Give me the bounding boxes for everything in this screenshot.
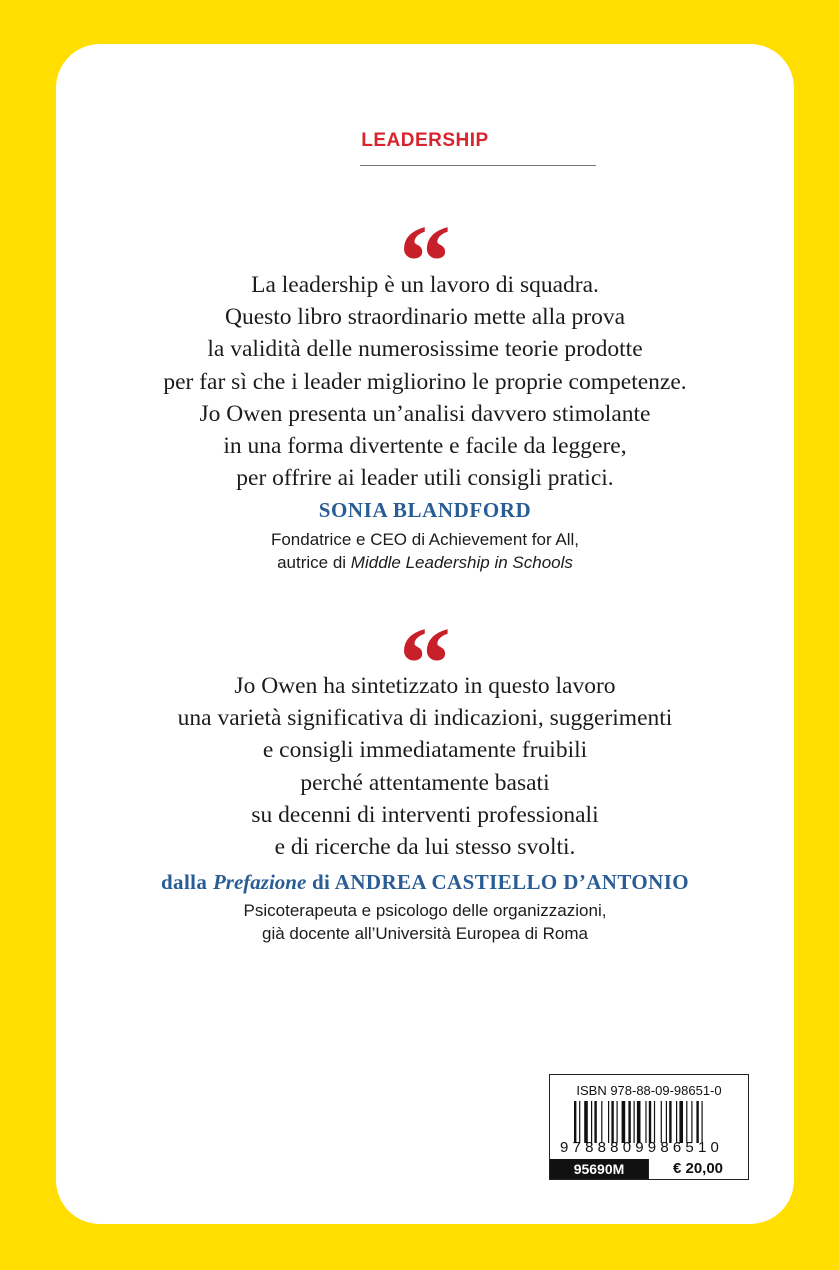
product-code: 95690M xyxy=(550,1159,648,1179)
author-role-2 xyxy=(56,899,794,945)
role-line xyxy=(56,551,794,574)
attrib-mid: di xyxy=(306,870,335,894)
quote-line: La leadership è un lavoro di squadra. xyxy=(251,272,599,298)
quote-mark-icon: “ xyxy=(399,204,451,319)
quote-line: su decenni di interventi professionali xyxy=(251,801,599,828)
quote-line: una varietà significativa di indicazioni, suggerimenti xyxy=(177,705,673,732)
quote-line: Jo Owen ha sintetizzato in questo lavoro xyxy=(234,673,616,699)
quote-author-1: SONIA BLANDFORD xyxy=(318,498,532,522)
book-title: Middle Leadership in Schools xyxy=(350,553,573,572)
attrib-prefix: dalla xyxy=(160,870,213,894)
quote-text-2 xyxy=(56,670,794,863)
quote-author-2 xyxy=(56,870,794,895)
back-cover-panel xyxy=(56,44,794,1224)
attrib-source: Prefazione xyxy=(212,870,307,894)
quote-line: in una forma divertente e facile da leggere, xyxy=(223,433,627,460)
role-prefix: autrice di xyxy=(277,553,351,572)
quote-line: e di ricerche da lui stesso svolti. xyxy=(274,834,576,861)
quote-line: la validità delle numerosissime teorie prodotte xyxy=(207,336,643,363)
quote-mark-icon: “ xyxy=(399,606,451,721)
author-name: ANDREA CASTIELLO D’ANTONIO xyxy=(334,870,690,894)
quote-line: Questo libro straordinario mette alla prova xyxy=(224,304,626,331)
price-label: € 20,00 xyxy=(648,1159,747,1179)
author-role-1 xyxy=(56,528,794,574)
quote-line: e consigli immediatamente fruibili xyxy=(262,737,588,764)
barcode-icon xyxy=(574,1101,742,1143)
isbn-barcode-block xyxy=(549,1074,749,1180)
quote-line: per offrire ai leader utili consigli pratici. xyxy=(236,465,614,492)
role-line: Fondatrice e CEO di Achievement for All, xyxy=(270,530,580,549)
barcode-digits: 9788809986510 xyxy=(560,1139,724,1156)
category-label: LEADERSHIP xyxy=(361,130,489,151)
role-line: già docente all’Università Europea di Roma xyxy=(261,924,588,943)
quote-line: per far sì che i leader migliorino le proprie competenze. xyxy=(163,368,687,395)
quote-text-1 xyxy=(56,269,794,494)
quote-line: Jo Owen presenta un’analisi davvero stimolante xyxy=(199,400,651,427)
quote-line: perché attentamente basati xyxy=(300,769,550,796)
isbn-text: ISBN 978-88-09-98651-0 xyxy=(576,1083,722,1098)
category-divider xyxy=(360,165,596,166)
role-line: Psicoterapeuta e psicologo delle organizzazioni, xyxy=(243,901,607,920)
